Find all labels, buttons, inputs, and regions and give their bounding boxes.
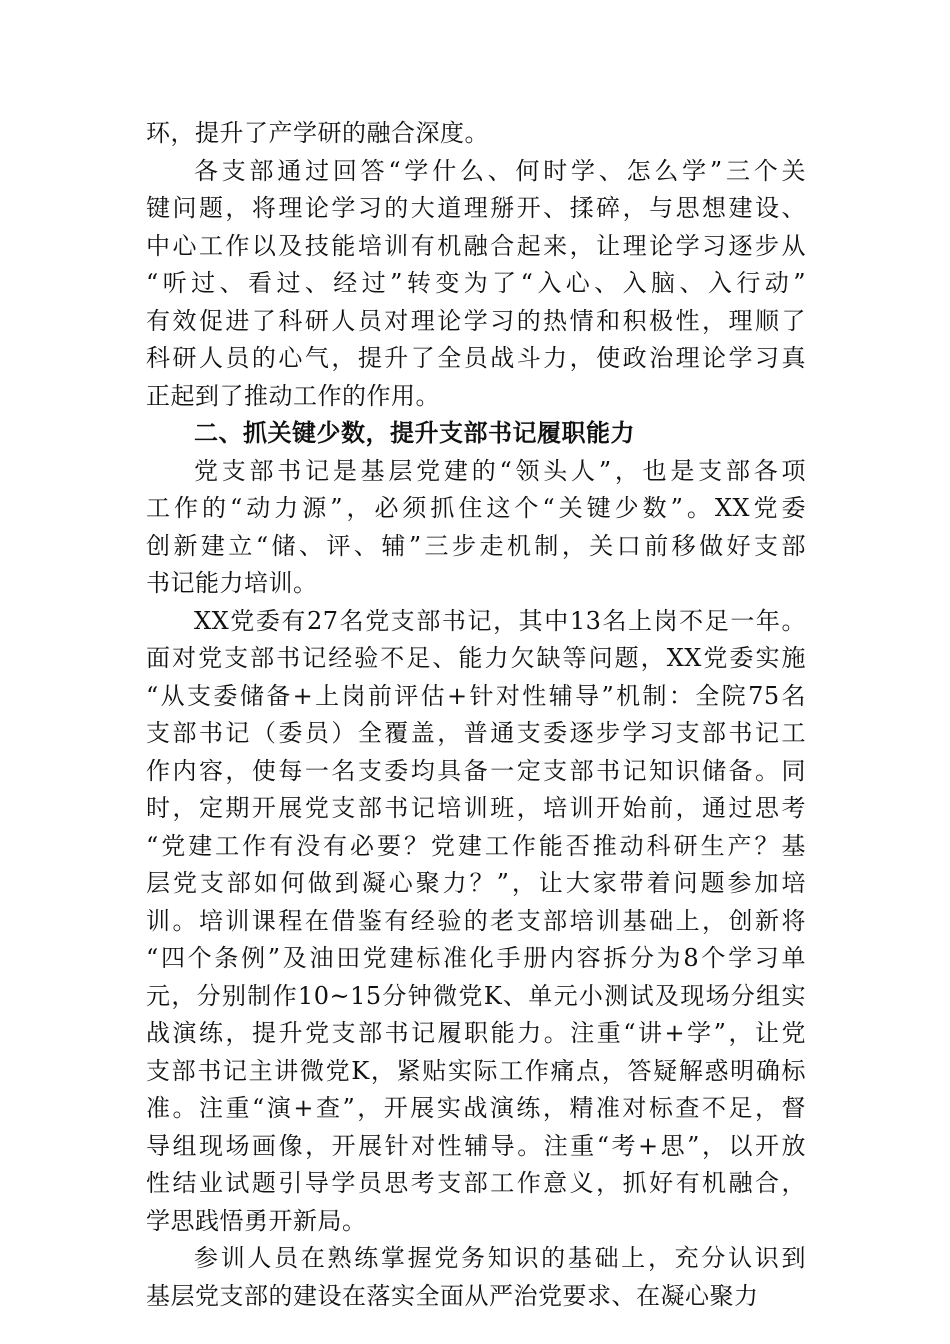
text-line: 支部书记主讲微党K，紧贴实际工作痛点，答疑解惑明确标: [146, 1056, 806, 1085]
text-line: 党支部书记是基层党建的“领头人”，也是支部各项: [194, 456, 806, 485]
text-line: 有效促进了科研人员对理论学习的热情和积极性，理顺了: [146, 306, 806, 335]
text-line: 二、抓关键少数，提升支部书记履职能力: [194, 419, 635, 447]
text-line: 性结业试题引导学员思考支部工作意义，抓好有机融合，: [146, 1169, 806, 1197]
text-line: 作内容，使每一名支委均具备一定支部书记知识储备。同: [146, 756, 806, 785]
text-line: 学思践悟勇开新局。: [146, 1206, 367, 1235]
text-line: 面对党支部书记经验不足、能力欠缺等问题，XX党委实施: [146, 644, 806, 672]
text-line: “听过、看过、经过”转变为了“入心、入脑、入行动”: [146, 269, 806, 297]
text-line: 战演练，提升党支部书记履职能力。注重“讲+学”，让党: [146, 1019, 806, 1047]
body-paragraph: [146, 603, 806, 1241]
text-line: 创新建立“储、评、辅”三步走机制，关口前移做好支部: [146, 531, 806, 560]
text-line: “党建工作有没有必要？党建工作能否推动科研生产？基: [146, 831, 806, 860]
body-paragraph: [146, 115, 806, 153]
body-paragraph: [146, 153, 806, 416]
text-line: 时，定期开展党支部书记培训班，培训开始前，通过思考: [146, 794, 806, 822]
text-line: 科研人员的心气，提升了全员战斗力，使政治理论学习真: [146, 344, 806, 372]
text-line: 工作的“动力源”，必须抓住这个“关键少数”。XX党委: [146, 494, 806, 522]
section-heading: [146, 415, 806, 453]
text-line: 层党支部如何做到凝心聚力？”，让大家带着问题参加培: [146, 869, 806, 897]
text-line: “四个条例”及油田党建标准化手册内容拆分为8个学习单: [146, 944, 806, 972]
text-line: 训。培训课程在借鉴有经验的老支部培训基础上，创新将: [146, 906, 806, 935]
text-line: 基层党支部的建设在落实全面从严治党要求、在凝心聚力: [146, 1281, 759, 1310]
text-line: 中心工作以及技能培训有机融合起来，让理论学习逐步从: [146, 231, 806, 260]
text-line: 正起到了推动工作的作用。: [146, 381, 440, 410]
text-line: 支部书记（委员）全覆盖，普通支委逐步学习支部书记工: [146, 719, 806, 747]
text-line: 书记能力培训。: [146, 569, 318, 597]
text-line: 各支部通过回答“学什么、何时学、怎么学”三个关: [194, 156, 806, 185]
text-line: “从支委储备+上岗前评估+针对性辅导”机制：全院75名: [146, 681, 806, 710]
text-line: XX党委有27名党支部书记，其中13名上岗不足一年。: [194, 606, 806, 635]
body-paragraph: [146, 1240, 806, 1315]
text-line: 准。注重“演+查”，开展实战演练，精准对标查不足，督: [146, 1094, 806, 1122]
text-line: 参训人员在熟练掌握党务知识的基础上，充分认识到: [194, 1244, 806, 1272]
text-line: 元，分别制作10~15分钟微党K、单元小测试及现场分组实: [146, 981, 806, 1010]
document-page: [146, 115, 806, 1315]
body-paragraph: [146, 453, 806, 603]
text-line: 环，提升了产学研的融合深度。: [146, 119, 489, 147]
text-line: 导组现场画像，开展针对性辅导。注重“考+思”，以开放: [146, 1131, 806, 1160]
text-line: 键问题，将理论学习的大道理掰开、揉碎，与思想建设、: [146, 194, 806, 222]
